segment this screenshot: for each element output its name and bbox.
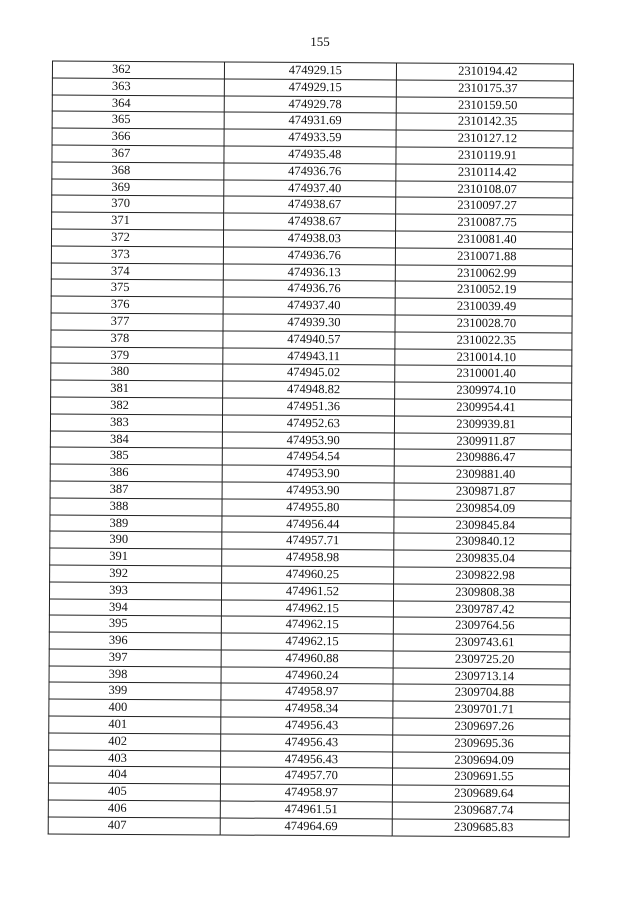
point-number-cell: 392 — [50, 565, 222, 583]
y-coordinate-cell: 2309694.09 — [392, 752, 569, 770]
x-coordinate-cell: 474955.80 — [222, 499, 394, 517]
point-number-cell: 401 — [49, 716, 221, 734]
x-coordinate-cell: 474960.24 — [221, 667, 393, 685]
point-number-cell: 385 — [50, 447, 222, 465]
y-coordinate-cell: 2309840.12 — [394, 533, 571, 551]
point-number-cell: 364 — [52, 95, 224, 113]
point-number-cell: 372 — [51, 229, 223, 247]
y-coordinate-cell: 2310062.99 — [395, 265, 572, 283]
x-coordinate-cell: 474929.15 — [224, 79, 396, 97]
point-number-cell: 402 — [49, 733, 221, 751]
x-coordinate-cell: 474943.11 — [223, 348, 395, 366]
point-number-cell: 366 — [52, 128, 224, 146]
point-number-cell: 400 — [49, 699, 221, 717]
point-number-cell: 374 — [51, 263, 223, 281]
x-coordinate-cell: 474948.82 — [223, 381, 395, 399]
page-number: 155 — [310, 34, 330, 49]
x-coordinate-cell: 474953.90 — [222, 465, 394, 483]
point-number-cell: 367 — [52, 145, 224, 163]
x-coordinate-cell: 474938.03 — [223, 230, 395, 248]
y-coordinate-cell: 2310081.40 — [395, 231, 572, 249]
coordinates-table — [48, 61, 574, 838]
point-number-cell: 380 — [51, 363, 223, 381]
x-coordinate-cell: 474957.71 — [222, 532, 394, 550]
y-coordinate-cell: 2309691.55 — [392, 768, 569, 786]
y-coordinate-cell: 2310097.27 — [395, 197, 572, 215]
y-coordinate-cell: 2310127.12 — [396, 130, 573, 148]
y-coordinate-cell: 2309689.64 — [392, 785, 569, 803]
x-coordinate-cell: 474961.52 — [221, 583, 393, 601]
point-number-cell: 397 — [49, 649, 221, 667]
y-coordinate-cell: 2309835.04 — [394, 550, 571, 568]
y-coordinate-cell: 2309695.36 — [392, 735, 569, 753]
y-coordinate-cell: 2309687.74 — [392, 802, 569, 820]
y-coordinate-cell: 2309881.40 — [394, 466, 571, 484]
x-coordinate-cell: 474956.43 — [221, 717, 393, 735]
point-number-cell: 388 — [50, 498, 222, 516]
x-coordinate-cell: 474937.40 — [224, 180, 396, 198]
coordinates-table-container — [48, 61, 574, 838]
point-number-cell: 365 — [52, 111, 224, 129]
y-coordinate-cell: 2309854.09 — [394, 500, 571, 518]
point-number-cell: 407 — [48, 817, 220, 835]
x-coordinate-cell: 474956.44 — [222, 516, 394, 534]
x-coordinate-cell: 474952.63 — [222, 415, 394, 433]
y-coordinate-cell: 2310071.88 — [395, 248, 572, 266]
point-number-cell: 369 — [52, 179, 224, 197]
x-coordinate-cell: 474958.98 — [222, 549, 394, 567]
x-coordinate-cell: 474962.15 — [221, 616, 393, 634]
y-coordinate-cell: 2309685.83 — [392, 819, 569, 837]
point-number-cell: 373 — [51, 246, 223, 264]
x-coordinate-cell: 474953.90 — [222, 482, 394, 500]
point-number-cell: 363 — [52, 78, 224, 96]
point-number-cell: 394 — [49, 599, 221, 617]
point-number-cell: 389 — [50, 515, 222, 533]
x-coordinate-cell: 474962.15 — [221, 599, 393, 617]
x-coordinate-cell: 474953.90 — [222, 432, 394, 450]
point-number-cell: 403 — [49, 750, 221, 768]
x-coordinate-cell: 474929.78 — [224, 96, 396, 114]
point-number-cell: 382 — [51, 397, 223, 415]
x-coordinate-cell: 474937.40 — [223, 297, 395, 315]
x-coordinate-cell: 474933.59 — [224, 129, 396, 147]
table-row — [52, 78, 573, 98]
point-number-cell: 376 — [51, 296, 223, 314]
x-coordinate-cell: 474938.67 — [224, 196, 396, 214]
y-coordinate-cell: 2309713.14 — [393, 668, 570, 686]
table-row — [52, 61, 573, 81]
point-number-cell: 375 — [51, 279, 223, 297]
y-coordinate-cell: 2310108.07 — [396, 181, 573, 199]
x-coordinate-cell: 474956.43 — [221, 734, 393, 752]
point-number-cell: 405 — [48, 783, 220, 801]
point-number-cell: 399 — [49, 683, 221, 701]
point-number-cell: 370 — [52, 195, 224, 213]
point-number-cell: 368 — [52, 162, 224, 180]
x-coordinate-cell: 474958.97 — [221, 683, 393, 701]
y-coordinate-cell: 2310119.91 — [396, 147, 573, 165]
y-coordinate-cell: 2310142.35 — [396, 113, 573, 131]
point-number-cell: 406 — [48, 800, 220, 818]
point-number-cell: 371 — [52, 212, 224, 230]
y-coordinate-cell: 2309697.26 — [393, 718, 570, 736]
table-row — [52, 212, 573, 232]
point-number-cell: 390 — [50, 531, 222, 549]
point-number-cell: 381 — [51, 380, 223, 398]
y-coordinate-cell: 2309701.71 — [393, 701, 570, 719]
y-coordinate-cell: 2309954.41 — [394, 399, 571, 417]
point-number-cell: 379 — [51, 347, 223, 365]
y-coordinate-cell: 2310114.42 — [396, 164, 573, 182]
x-coordinate-cell: 474958.34 — [221, 700, 393, 718]
point-number-cell: 393 — [49, 582, 221, 600]
point-number-cell: 396 — [49, 632, 221, 650]
y-coordinate-cell: 2310001.40 — [395, 365, 572, 383]
y-coordinate-cell: 2309939.81 — [394, 416, 571, 434]
y-coordinate-cell: 2309743.61 — [393, 634, 570, 652]
y-coordinate-cell: 2309808.38 — [393, 584, 570, 602]
x-coordinate-cell: 474961.51 — [220, 801, 392, 819]
x-coordinate-cell: 474936.76 — [224, 163, 396, 181]
x-coordinate-cell: 474962.15 — [221, 633, 393, 651]
y-coordinate-cell: 2310159.50 — [396, 97, 573, 115]
y-coordinate-cell: 2309871.87 — [394, 483, 571, 501]
y-coordinate-cell: 2309845.84 — [394, 516, 571, 534]
y-coordinate-cell: 2309886.47 — [394, 449, 571, 467]
table-row — [48, 817, 569, 837]
x-coordinate-cell: 474935.48 — [224, 146, 396, 164]
x-coordinate-cell: 474958.97 — [220, 784, 392, 802]
x-coordinate-cell: 474929.15 — [224, 62, 396, 80]
x-coordinate-cell: 474951.36 — [222, 398, 394, 416]
y-coordinate-cell: 2309725.20 — [393, 651, 570, 669]
point-number-cell: 384 — [50, 431, 222, 449]
x-coordinate-cell: 474960.88 — [221, 650, 393, 668]
point-number-cell: 387 — [50, 481, 222, 499]
x-coordinate-cell: 474956.43 — [220, 751, 392, 769]
y-coordinate-cell: 2309764.56 — [393, 617, 570, 635]
point-number-cell: 404 — [48, 767, 220, 785]
coordinates-table-body — [48, 61, 573, 837]
y-coordinate-cell: 2310087.75 — [395, 214, 572, 232]
y-coordinate-cell: 2310022.35 — [395, 332, 572, 350]
x-coordinate-cell: 474939.30 — [223, 314, 395, 332]
point-number-cell: 378 — [51, 330, 223, 348]
y-coordinate-cell: 2310194.42 — [396, 63, 573, 81]
point-number-cell: 377 — [51, 313, 223, 331]
y-coordinate-cell: 2309787.42 — [393, 600, 570, 618]
point-number-cell: 386 — [50, 464, 222, 482]
x-coordinate-cell: 474936.76 — [223, 280, 395, 298]
y-coordinate-cell: 2310028.70 — [395, 315, 572, 333]
point-number-cell: 398 — [49, 666, 221, 684]
x-coordinate-cell: 474931.69 — [224, 112, 396, 130]
y-coordinate-cell: 2310039.49 — [395, 298, 572, 316]
x-coordinate-cell: 474936.76 — [223, 247, 395, 265]
table-row — [52, 162, 573, 182]
y-coordinate-cell: 2310175.37 — [396, 80, 573, 98]
table-row — [52, 145, 573, 165]
x-coordinate-cell: 474960.25 — [222, 566, 394, 584]
y-coordinate-cell: 2309911.87 — [394, 432, 571, 450]
x-coordinate-cell: 474945.02 — [223, 364, 395, 382]
x-coordinate-cell: 474940.57 — [223, 331, 395, 349]
y-coordinate-cell: 2309974.10 — [394, 382, 571, 400]
point-number-cell: 395 — [49, 615, 221, 633]
point-number-cell: 383 — [50, 414, 222, 432]
y-coordinate-cell: 2309822.98 — [393, 567, 570, 585]
y-coordinate-cell: 2310014.10 — [395, 349, 572, 367]
point-number-cell: 362 — [52, 61, 224, 79]
y-coordinate-cell: 2310052.19 — [395, 281, 572, 299]
y-coordinate-cell: 2309704.88 — [393, 684, 570, 702]
point-number-cell: 391 — [50, 548, 222, 566]
x-coordinate-cell: 474964.69 — [220, 818, 392, 836]
x-coordinate-cell: 474936.13 — [223, 264, 395, 282]
x-coordinate-cell: 474938.67 — [223, 213, 395, 231]
x-coordinate-cell: 474954.54 — [222, 448, 394, 466]
x-coordinate-cell: 474957.70 — [220, 767, 392, 785]
